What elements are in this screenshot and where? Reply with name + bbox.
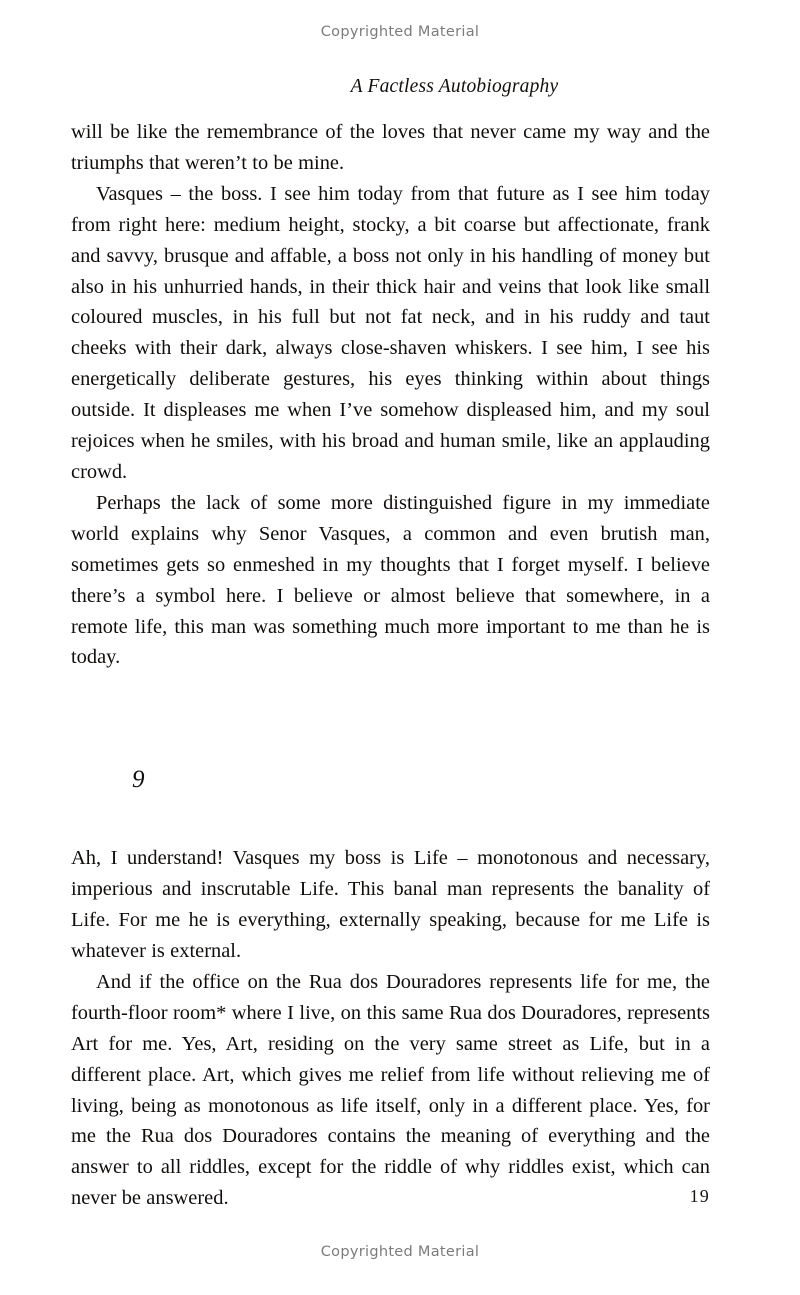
paragraph-text-before-footnote: And if the office on the Rua dos Douradores represents life for me, the fourth-floor room (71, 970, 710, 1024)
running-header (71, 76, 710, 98)
paragraph-perhaps: Perhaps the lack of some more distinguished figure in my immediate world explains why Senor Vasques, a common and even brutish man, sometimes gets so enmeshed in my thoughts that I forget myself. I believe there’s a symbol here. I believe or almost believe that somewhere, in a remote life, this man was something much more important to me than he is today. (71, 491, 710, 669)
paragraph-ah-i-understand: Ah, I understand! Vasques my boss is Life – monotonous and necessary, imperious and inscrutable Life. This banal man represents the banality of Life. For me he is everything, externally speaking, because for me Life is whatever is external. (71, 847, 710, 963)
copyright-watermark-bottom: Copyrighted Material (320, 1244, 480, 1260)
copyright-watermark-top: Copyrighted Material (320, 24, 480, 40)
running-header-title: A Factless Autobiography (350, 76, 559, 97)
page-number: 19 (689, 1186, 710, 1206)
section-number-heading: 9 (132, 766, 145, 794)
paragraph-text-after-footnote: where I live, on this same Rua dos Douradores, represents Art for me. Yes, Art, residing on the very same street as Life, but in a different place. Art, which gives me relief from life without relieving me of living, being as monotonous as life itself, only in a different place. Yes, for me the Rua dos Douradores contains the meaning of everything and the answer to all riddles, except for the riddle of why riddles exist, which can never be answered. (71, 1001, 710, 1210)
spacer-after-section-heading (71, 795, 710, 843)
paragraph-continued: will be like the remembrance of the loves that never came my way and the triumphs that weren’t to be mine. (71, 121, 710, 174)
paragraph-and-if-the-office (71, 967, 710, 1214)
page-text-block (71, 117, 710, 1214)
spacer-before-section-heading (71, 673, 710, 765)
footnote-marker-asterisk: * (216, 1001, 227, 1024)
paragraph-vasques: Vasques – the boss. I see him today from that future as I see him today from right here: medium height, stocky, a bit coarse but affectionate, frank and savvy, brusque and affable, a boss not only in his handling of money but also in his unhurried hands, in their thick hair and veins that look like small coloured muscles, in his full but not fat neck, and in his ruddy and taut cheeks with their dark, always close-shaven whiskers. I see him, I see his energetically deliberate gestures, his eyes thinking within about things outside. It displeases me when I’ve somehow displeased him, and my soul rejoices when he smiles, with his broad and human smile, like an applauding crowd. (71, 182, 710, 483)
